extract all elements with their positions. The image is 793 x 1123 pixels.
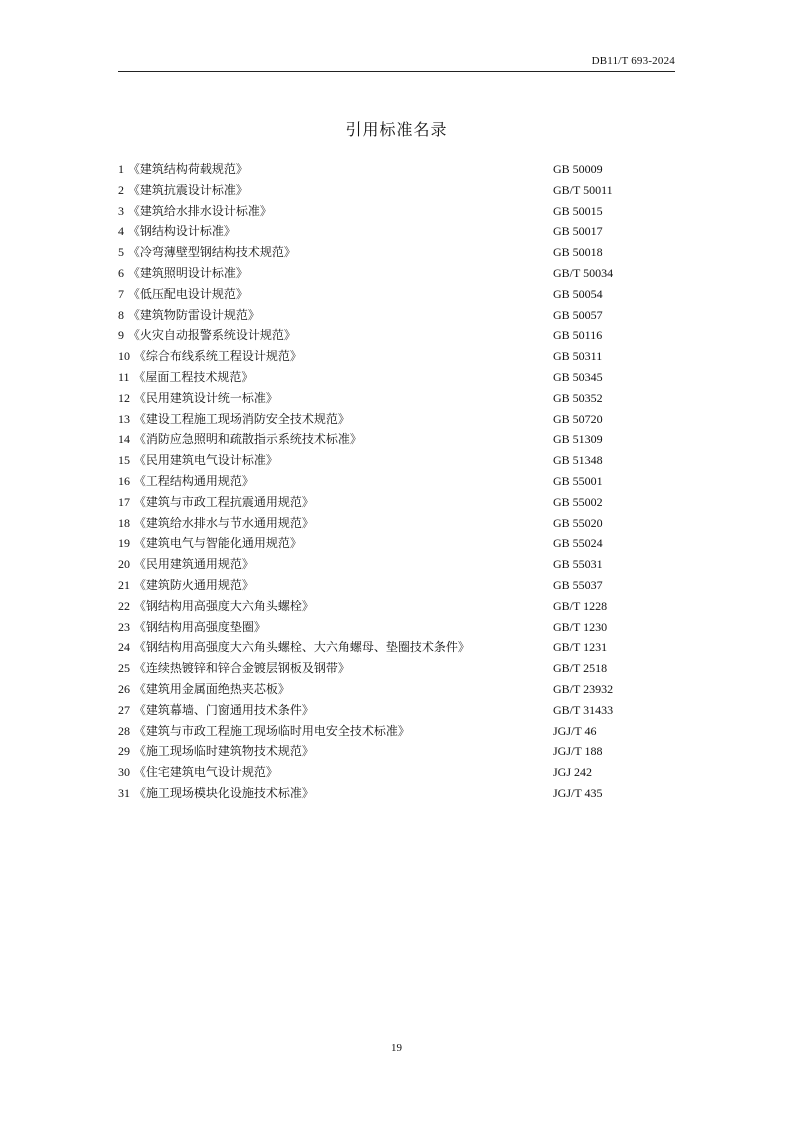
reference-item [118,596,678,617]
reference-title: 《建筑抗震设计标准》 [127,182,248,197]
reference-number: 24 [118,640,130,655]
reference-item [118,637,678,658]
reference-number: 2 [118,182,124,197]
reference-title: 《综合布线系统工程设计规范》 [133,349,302,364]
reference-code: GB 55024 [553,536,603,551]
reference-title: 《建筑结构荷载规范》 [127,162,248,176]
reference-item [118,284,678,305]
reference-item [118,346,678,367]
reference-code: JGJ/T 188 [553,744,603,759]
reference-code: GB 55001 [553,473,603,488]
reference-code: GB 55020 [553,515,603,530]
reference-item [118,429,678,450]
reference-number: 25 [118,661,130,676]
reference-title: 《屋面工程技术规范》 [133,369,254,384]
reference-item [118,741,678,762]
reference-number: 14 [118,432,130,447]
reference-code: GB 55031 [553,557,603,572]
reference-code: GB 55037 [553,577,603,592]
reference-item [118,263,678,284]
reference-code: GB 50017 [553,224,603,239]
reference-number: 26 [118,681,130,696]
reference-code: JGJ/T 46 [553,723,597,738]
reference-title: 《施工现场临时建筑物技术规范》 [133,744,314,759]
reference-number: 29 [118,744,130,759]
reference-item [118,159,678,180]
reference-code: GB 50057 [553,307,603,322]
reference-title: 《钢结构用高强度大六角头螺栓、大六角螺母、垫圈技术条件》 [133,640,470,655]
reference-number: 1 [118,162,124,176]
reference-code: GB/T 23932 [553,681,614,696]
reference-code: JGJ 242 [553,765,593,780]
reference-number: 21 [118,577,130,592]
reference-item [118,492,678,513]
reference-number: 28 [118,723,130,738]
reference-item [118,450,678,471]
reference-title: 《民用建筑设计统一标准》 [133,390,278,405]
reference-code: GB 50311 [553,349,603,364]
reference-item [118,513,678,534]
reference-title: 《钢结构设计标准》 [127,224,236,239]
header-standard-code: DB11/T 693-2024 [591,55,675,67]
reference-number: 18 [118,515,130,530]
reference-code: GB/T 31433 [553,702,614,717]
reference-title: 《住宅建筑电气设计规范》 [133,765,278,780]
reference-item [118,325,678,346]
reference-number: 7 [118,286,124,301]
reference-item [118,700,678,721]
reference-title: 《工程结构通用规范》 [133,473,254,488]
reference-item [118,471,678,492]
reference-number: 22 [118,598,130,613]
reference-code: GB/T 50011 [553,182,613,197]
reference-title: 《钢结构用高强度垫圈》 [133,619,266,634]
reference-item [118,554,678,575]
reference-item [118,762,678,783]
reference-number: 3 [118,203,124,218]
reference-code: GB 50116 [553,328,603,343]
reference-title: 《低压配电设计规范》 [127,286,248,301]
reference-title: 《建筑给水排水与节水通用规范》 [133,515,314,530]
reference-title: 《建设工程施工现场消防安全技术规范》 [133,411,350,426]
reference-item [118,242,678,263]
reference-item [118,409,678,430]
reference-number: 19 [118,536,130,551]
reference-number: 17 [118,494,130,509]
reference-number: 9 [118,328,124,343]
reference-title: 《建筑防火通用规范》 [133,577,254,592]
reference-title: 《连续热镀锌和锌合金镀层钢板及钢带》 [133,661,350,676]
reference-item [118,721,678,742]
reference-number: 4 [118,224,124,239]
header-divider [118,71,675,72]
reference-number: 16 [118,473,130,488]
reference-code: GB/T 2518 [553,661,608,676]
reference-item [118,305,678,326]
reference-code: GB 50009 [553,162,603,176]
reference-number: 8 [118,307,124,322]
reference-code: GB 50015 [553,203,603,218]
reference-title: 《民用建筑电气设计标准》 [133,453,278,468]
reference-code: JGJ/T 435 [553,785,603,800]
page-number: 19 [391,1042,402,1054]
reference-code: GB 51309 [553,432,603,447]
reference-number: 30 [118,765,130,780]
reference-item [118,679,678,700]
reference-title: 《建筑给水排水设计标准》 [127,203,272,218]
reference-number: 20 [118,557,130,572]
reference-number: 10 [118,349,130,364]
reference-number: 23 [118,619,130,634]
reference-number: 12 [118,390,130,405]
reference-title: 《建筑照明设计标准》 [127,265,248,280]
reference-number: 13 [118,411,130,426]
reference-number: 6 [118,265,124,280]
reference-title: 《消防应急照明和疏散指示系统技术标准》 [133,432,362,447]
reference-title: 《建筑与市政工程施工现场临时用电安全技术标准》 [133,723,410,738]
reference-number: 15 [118,453,130,468]
reference-item [118,180,678,201]
reference-item [118,575,678,596]
reference-title: 《施工现场模块化设施技术标准》 [133,785,314,800]
reference-item [118,783,678,804]
reference-item [118,658,678,679]
reference-code: GB/T 50034 [553,265,614,280]
reference-code: GB 50345 [553,369,603,384]
reference-number: 5 [118,245,124,260]
reference-title: 《火灾自动报警系统设计规范》 [127,328,296,343]
reference-title: 《建筑物防雷设计规范》 [127,307,260,322]
reference-item [118,388,678,409]
reference-number: 27 [118,702,130,717]
reference-code: GB/T 1231 [553,640,608,655]
reference-code: GB/T 1230 [553,619,608,634]
reference-title: 《建筑电气与智能化通用规范》 [133,536,302,551]
reference-code: GB 50054 [553,286,603,301]
reference-code: GB 50018 [553,245,603,260]
reference-item [118,221,678,242]
page-title: 引用标准名录 [345,120,448,139]
reference-code: GB 55002 [553,494,603,509]
reference-list [118,159,678,804]
reference-number: 11 [118,369,130,384]
reference-code: GB 51348 [553,453,603,468]
reference-code: GB/T 1228 [553,598,608,613]
reference-title: 《民用建筑通用规范》 [133,557,254,572]
reference-title: 《钢结构用高强度大六角头螺栓》 [133,598,314,613]
reference-item [118,533,678,554]
reference-item [118,367,678,388]
reference-code: GB 50720 [553,411,603,426]
reference-title: 《冷弯薄壁型钢结构技术规范》 [127,245,296,260]
reference-title: 《建筑幕墙、门窗通用技术条件》 [133,702,314,717]
reference-item [118,617,678,638]
reference-title: 《建筑用金属面绝热夹芯板》 [133,681,290,696]
reference-code: GB 50352 [553,390,603,405]
reference-item [118,201,678,222]
reference-number: 31 [118,785,130,800]
reference-title: 《建筑与市政工程抗震通用规范》 [133,494,314,509]
